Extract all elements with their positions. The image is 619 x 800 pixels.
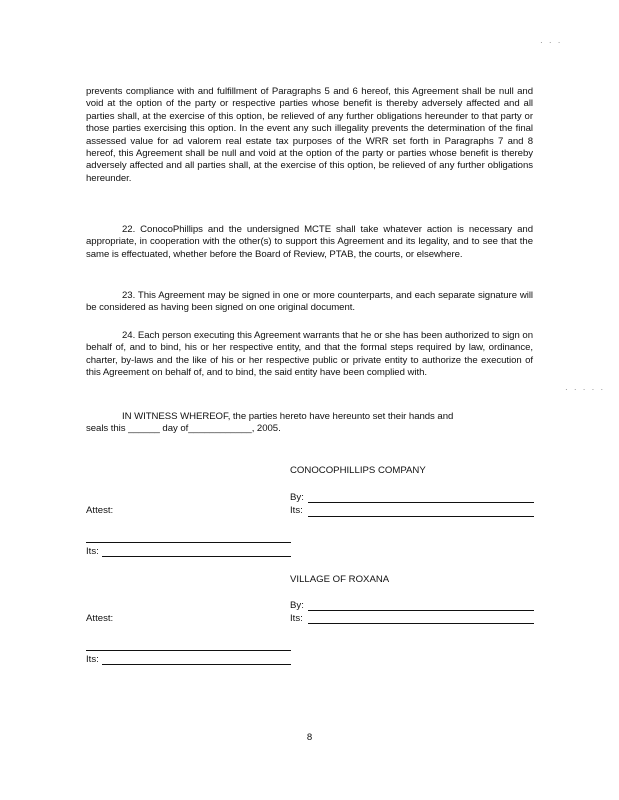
continued-paragraph-text: prevents compliance with and fulfillment of Paragraphs 5 and 6 hereof, this Agreement shall be null and void at the option of the party or respective parties whose benefit is thereby adversely affected and all parties shall, at the exercise of this option, be relieved of any further obligations hereunder to that party or those parties exercising this option. In the event any such illegality prevents the determination of the final assessed value for ad valorem real estate tax purposes of the WRR set forth in Paragraphs 7 and 8 hereof, this Agreement shall be null and void at the option of the party or parties whose benefit is thereby adversely affected and all parties shall, at the exercise of this option, be relieved of any further obligations hereunder. [86, 86, 533, 184]
witness-line-1: IN WITNESS WHEREOF, the parties hereto have hereunto set their hands and [122, 411, 454, 422]
paragraph-24 [86, 330, 533, 380]
paragraph-23-text: 23. This Agreement may be signed in one or more counterparts, and each separate signature will be considered as having been signed on one original document. [86, 290, 533, 314]
company-name-roxana: VILLAGE OF ROXANA [290, 574, 390, 585]
paragraph-23 [86, 290, 533, 315]
company-name-conocophillips: CONOCOPHILLIPS COMPANY [290, 465, 426, 476]
paragraph-22 [86, 224, 533, 261]
scan-noise-mark: · · · [540, 38, 563, 47]
its-label-2: Its: [290, 613, 303, 624]
its-signature-line-2[interactable] [308, 623, 534, 624]
attest-signature-line-1[interactable] [86, 542, 291, 543]
paragraph-24-text: 24. Each person executing this Agreement warrants that he or she has been authorized to sign on behalf of, and to bind, his or her respective entity, and that the formal steps required by law, ordinance, charter, by-laws and the like of his or her respective public or private entity to authorize the execution of this Agreement on behalf of, and to bind, the said entity have been complied with. [86, 330, 533, 379]
its-signature-line-1[interactable] [308, 516, 534, 517]
attest-label-2: Attest: [86, 613, 114, 624]
attest-its-line-1[interactable] [102, 556, 291, 557]
by-label-2: By: [290, 600, 304, 611]
witness-clause [86, 411, 533, 436]
attest-label-1: Attest: [86, 505, 114, 516]
witness-line-2: seals this ______ day of____________, 2005. [86, 423, 281, 435]
attest-its-label-1: Its: [86, 546, 99, 557]
attest-its-line-2[interactable] [102, 664, 291, 665]
by-label-1: By: [290, 492, 304, 503]
attest-its-label-2: Its: [86, 654, 99, 665]
paragraph-22-text: 22. ConocoPhillips and the undersigned MCTE shall take whatever action is necessary and appropriate, in cooperation with the other(s) to support this Agreement and its legality, and to see that the same is effectuated, whether before the Board of Review, PTAB, the courts, or elsewhere. [86, 224, 533, 260]
scan-noise-mark: · · · · · [565, 385, 606, 394]
by-signature-line-1[interactable] [308, 502, 534, 503]
attest-signature-line-2[interactable] [86, 650, 291, 651]
its-label-1: Its: [290, 505, 303, 516]
page-number: 8 [306, 732, 313, 743]
by-signature-line-2[interactable] [308, 610, 534, 611]
continued-paragraph [86, 86, 533, 185]
